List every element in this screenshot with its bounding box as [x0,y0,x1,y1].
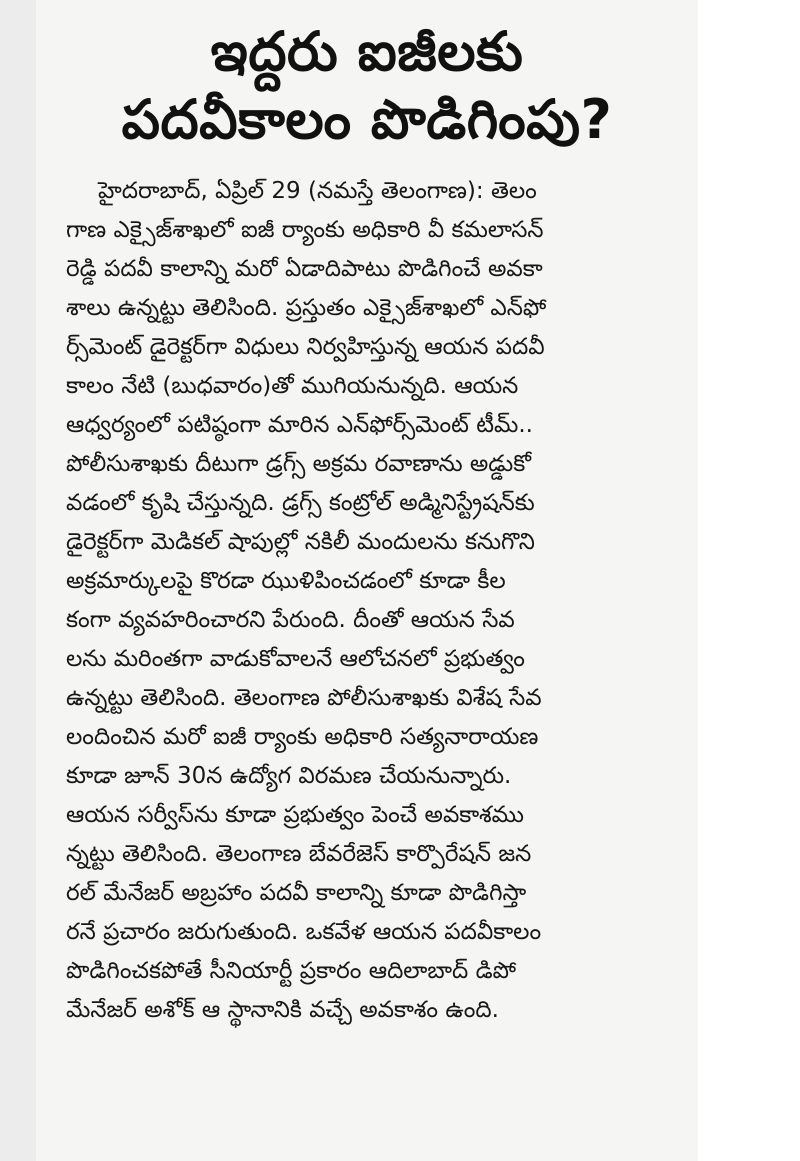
article-line: లందించిన మరో ఐజీ ర్యాంకు అధికారి సత్యనారాయణ [66,724,539,750]
right-page-margin [698,0,800,1161]
article-line: అక్రమార్కులపై కొరడా ఝుళిపించడంలో కూడా కీల [66,568,506,594]
article-line: రల్ మేనేజర్ అబ్రహాం పదవీ కాలాన్ని కూడా పొడిగిస్తా [66,880,527,906]
article-line: ఆధ్వర్యంలో పటిష్ఠంగా మారిన ఎన్‌ఫోర్స్‌మెంట్ టీమ్.. [66,412,533,438]
article-line: రనే ప్రచారం జరుగుతుంది. ఒకవేళ ఆయన పదవీకాలం [66,919,542,945]
article-line: శాలు ఉన్నట్టు తెలిసింది. ప్రస్తుతం ఎక్సైజ్‌శాఖలో ఎన్‌ఫో [66,295,547,321]
headline-line: ఇద్దరు ఐజీలకు [210,20,524,83]
headline-line: పదవీకాలం పొడిగింపు? [121,88,613,151]
article-headline [36,18,698,154]
article-line: ఆయన సర్వీస్‌ను కూడా ప్రభుత్వం పెంచే అవకాశము [66,802,524,828]
article-line: న్నట్టు తెలిసింది. తెలంగాణ బేవరేజెస్ కార్పొరేషన్ జన [66,841,532,867]
article-line: పోలీసుశాఖకు దీటుగా డ్రగ్స్ అక్రమ రవాణాను అడ్డుకో [66,451,532,477]
left-page-margin [0,0,36,1161]
article-line: హైదరాబాద్, ఏప్రిల్ 29 (నమస్తే తెలంగాణ): తెలం [98,178,537,204]
article-line: పొడిగించకపోతే సీనియార్టీ ప్రకారం ఆదిలాబాద్ డిపో [66,958,517,984]
article-line: ఉన్నట్టు తెలిసింది. తెలంగాణ పోలీసుశాఖకు విశేష సేవ [66,685,542,711]
article-line: కంగా వ్యవహరించారని పేరుంది. దీంతో ఆయన సేవ [66,607,515,633]
article-line: లను మరింతగా వాడుకోవాలనే ఆలోచనలో ప్రభుత్వం [66,646,525,672]
article-line: గాణ ఎక్సైజ్‌శాఖలో ఐజీ ర్యాంకు అధికారి వీ కమలాసన్ [66,217,544,243]
article-body [66,172,686,1030]
article-line: మేనేజర్ అశోక్ ఆ స్థానానికి వచ్చే అవకాశం ఉంది. [66,997,499,1023]
article-line: వడంలో కృషి చేస్తున్నది. డ్రగ్స్ కంట్రోల్ అడ్మినిస్ట్రేషన్‌కు [66,490,535,516]
article-line: కాలం నేటి (బుధవారం)తో ముగియనున్నది. ఆయన [66,373,519,399]
article-line: కూడా జూన్ 30న ఉద్యోగ విరమణ చేయనున్నారు. [66,763,512,789]
article-line: డైరెక్టర్‌గా మెడికల్ షాపుల్లో నకిలీ మందులను కనుగొని [66,529,535,555]
article-line: రెడ్డి పదవీ కాలాన్ని మరో ఏడాదిపాటు పొడిగించే అవకా [66,256,543,282]
article-line: ర్స్‌మెంట్ డైరెక్టర్‌గా విధులు నిర్వహిస్తున్న ఆయన పదవీ [66,334,545,360]
